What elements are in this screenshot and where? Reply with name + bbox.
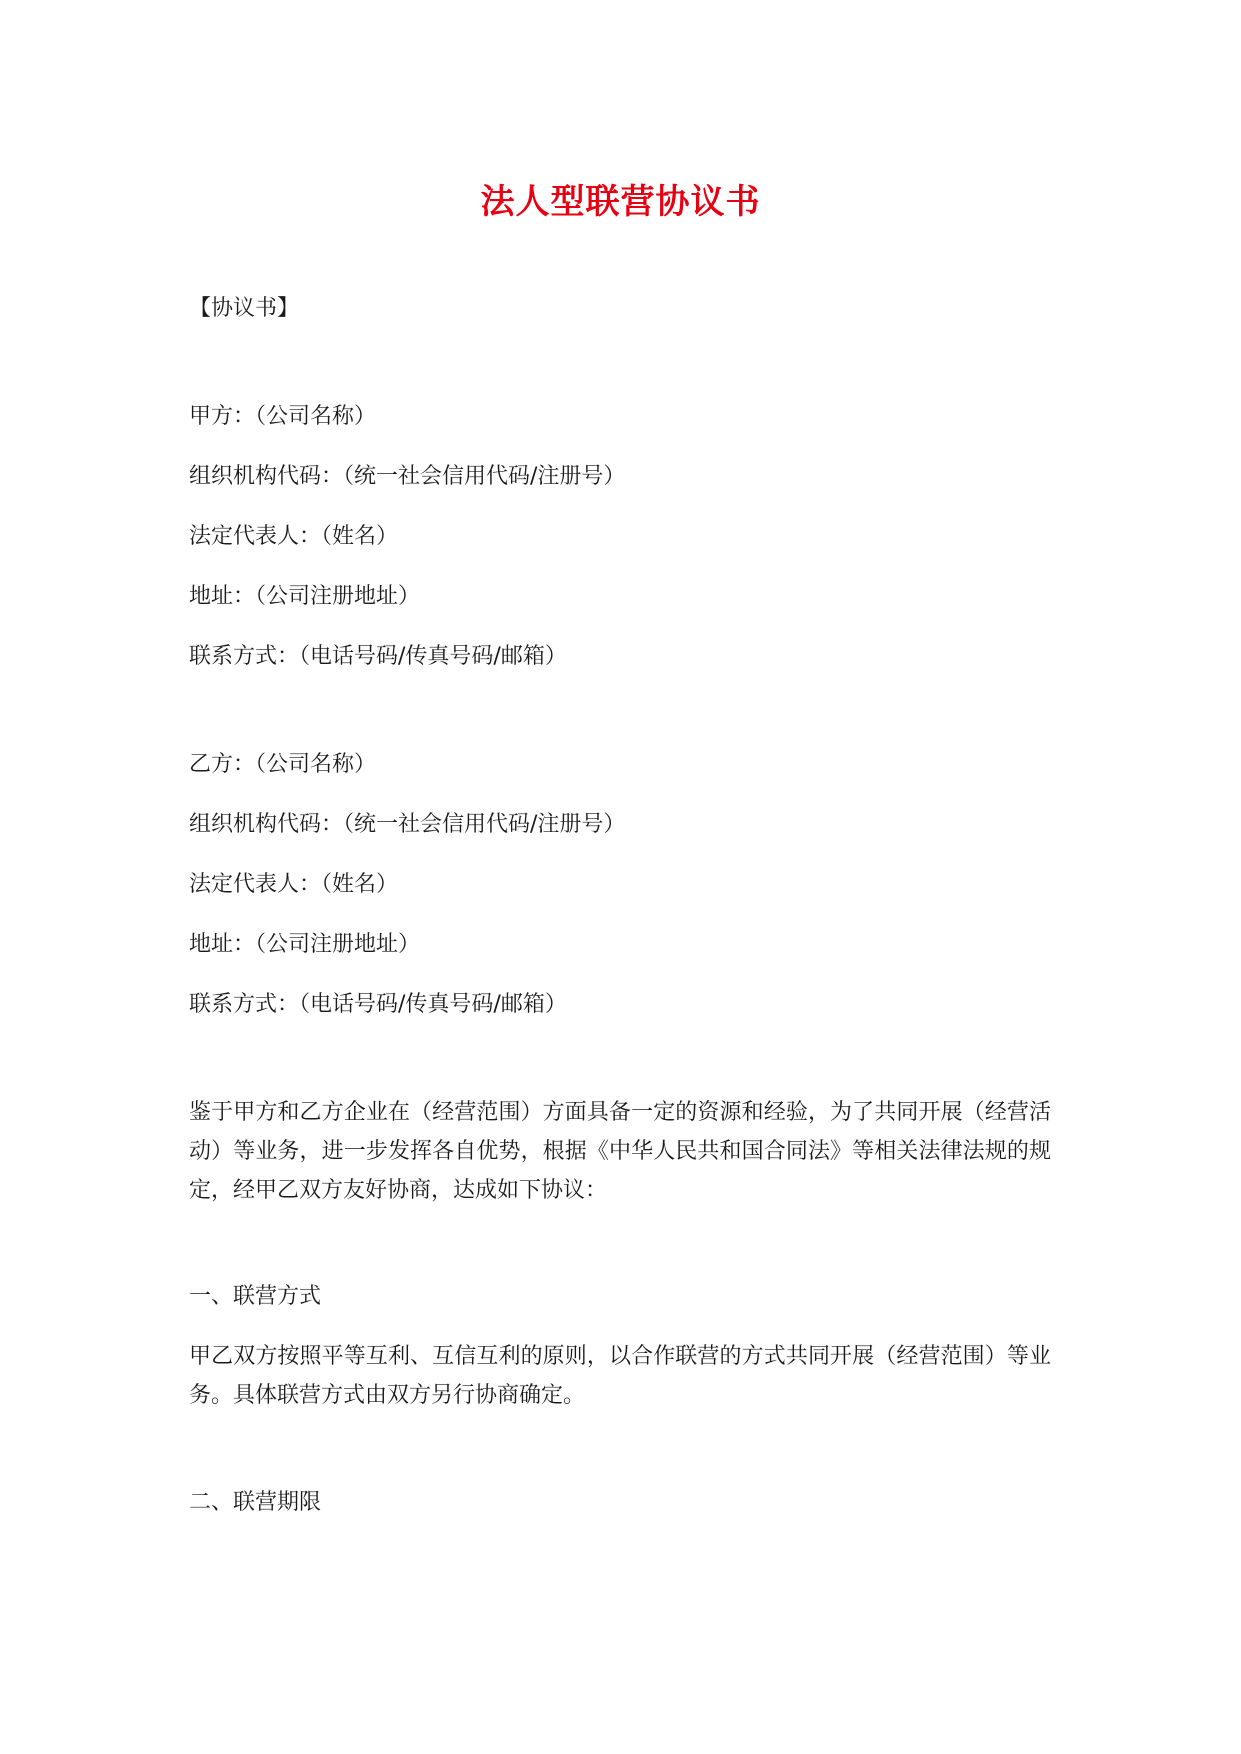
section-label: 【协议书】 <box>189 296 300 321</box>
party-a-legal-rep: 法定代表人：（姓名） <box>189 524 399 549</box>
party-a-name: 甲方：（公司名称） <box>189 404 377 429</box>
party-b-contact: 联系方式：（电话号码/传真号码/邮箱） <box>189 992 567 1017</box>
party-a-org-code: 组织机构代码：（统一社会信用代码/注册号） <box>189 464 626 489</box>
section-heading: 一、联营方式 <box>189 1284 322 1309</box>
section-body: 甲乙双方按照平等互利、互信互利的原则，以合作联营的方式共同开展（经营范围）等业务。具体联营方式由双方另行协商确定。 <box>189 1344 1051 1408</box>
section-heading: 二、联营期限 <box>189 1490 322 1515</box>
party-b-org-code: 组织机构代码：（统一社会信用代码/注册号） <box>189 812 626 837</box>
party-b-legal-rep: 法定代表人：（姓名） <box>189 872 399 897</box>
document-title: 法人型联营协议书 <box>480 182 761 222</box>
party-b-address: 地址：（公司注册地址） <box>189 932 421 957</box>
party-a-contact: 联系方式：（电话号码/传真号码/邮箱） <box>189 644 567 669</box>
party-b-name: 乙方：（公司名称） <box>189 752 377 777</box>
party-a-address: 地址：（公司注册地址） <box>189 584 421 609</box>
preamble-paragraph: 鉴于甲方和乙方企业在（经营范围）方面具备一定的资源和经验，为了共同开展（经营活动）等业务，进一步发挥各自优势，根据《中华人民共和国合同法》等相关法律法规的规定，经甲乙双方友好协商，达成如下协议： <box>189 1100 1051 1203</box>
